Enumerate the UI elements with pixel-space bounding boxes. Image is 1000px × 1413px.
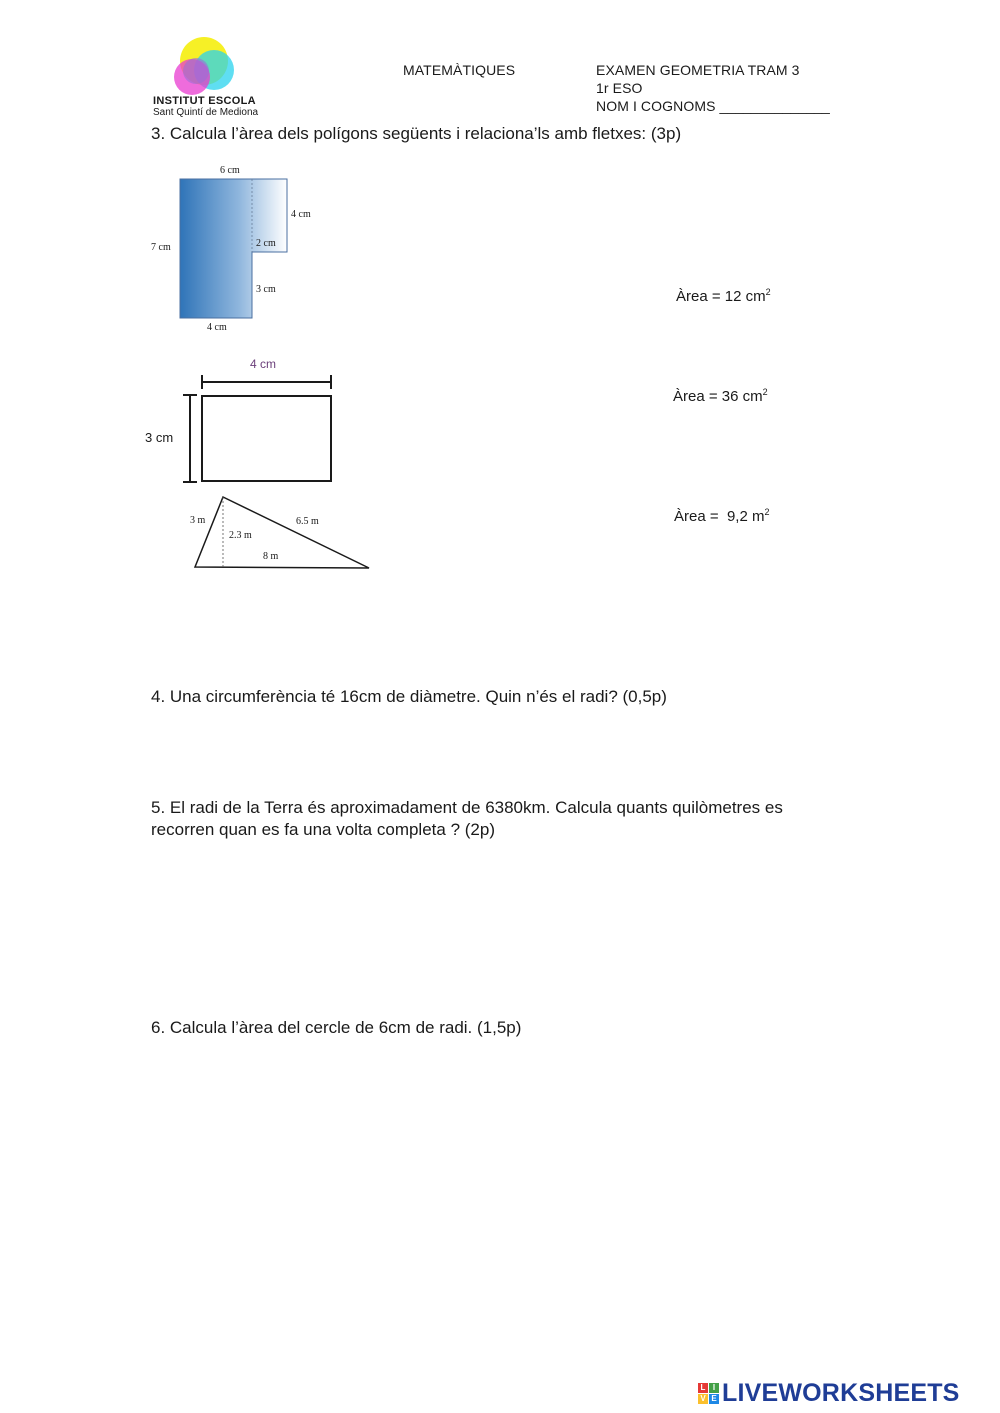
question-5-line-2: recorren quan es fa una volta completa ? (2p) xyxy=(151,820,495,839)
grade-label: 1r ESO xyxy=(596,80,643,96)
area-answer-2[interactable]: Àrea = 36 $cm^2$ xyxy=(673,387,768,405)
area-answer-1[interactable]: Àrea = 12 $cm^2$ xyxy=(676,287,771,305)
l-shape-figure xyxy=(140,158,340,348)
school-name: INSTITUT ESCOLA xyxy=(153,95,256,107)
triangle-right-label: 6.5 m xyxy=(296,516,319,527)
brand-name: LIVEWORKSHEETS xyxy=(722,1378,960,1407)
rect-width-label: 4 cm xyxy=(250,357,277,371)
l-shape-right-bottom-label: 3 cm xyxy=(256,284,276,295)
l-shape-right-top-label: 4 cm xyxy=(291,209,311,220)
triangle xyxy=(195,497,369,568)
exam-title: EXAMEN GEOMETRIA TRAM 3 xyxy=(596,62,800,78)
subject-label: MATEMÀTIQUES xyxy=(403,62,516,78)
school-logo xyxy=(148,34,268,120)
question-6-text: 6. Calcula l’àrea del cercle de 6cm de radi. (1,5p) xyxy=(151,1018,522,1037)
l-shape-bottom-label: 4 cm xyxy=(207,322,227,333)
triangle-left-label: 3 m xyxy=(190,515,206,526)
l-shape-top-label: 6 cm xyxy=(220,165,240,176)
rectangle-figure xyxy=(180,370,380,500)
logo-circles-icon xyxy=(148,34,268,98)
rect-height-label: 3 cm xyxy=(145,430,174,445)
question-4-text: 4. Una circumferència té 16cm de diàmetre. Quin n’és el radi? (0,5p) xyxy=(151,687,667,706)
l-shape-left-label: 7 cm xyxy=(151,242,171,253)
triangle-height-label: 2.3 m xyxy=(229,530,252,541)
triangle-figure xyxy=(180,490,380,580)
school-place: Sant Quintí de Mediona xyxy=(153,107,259,118)
question-5-line-1: 5. El radi de la Terra és aproximadament de 6380km. Calcula quants quilòmetres es xyxy=(151,798,783,817)
name-field[interactable]: NOM I COGNOMS ______________ xyxy=(596,98,830,114)
liveworksheets-logo xyxy=(698,1380,960,1406)
l-shape-step-label: 2 cm xyxy=(256,238,276,249)
triangle-base-label: 8 m xyxy=(263,551,279,562)
question-3-text: 3. Calcula l’àrea dels polígons següents i relaciona’ls amb fletxes: (3p) xyxy=(151,124,682,143)
area-answer-3[interactable]: Àrea = 9,2 $m^2$ xyxy=(674,507,770,525)
brand-badge-icon: L I V E xyxy=(698,1383,719,1404)
rectangle xyxy=(202,396,331,481)
